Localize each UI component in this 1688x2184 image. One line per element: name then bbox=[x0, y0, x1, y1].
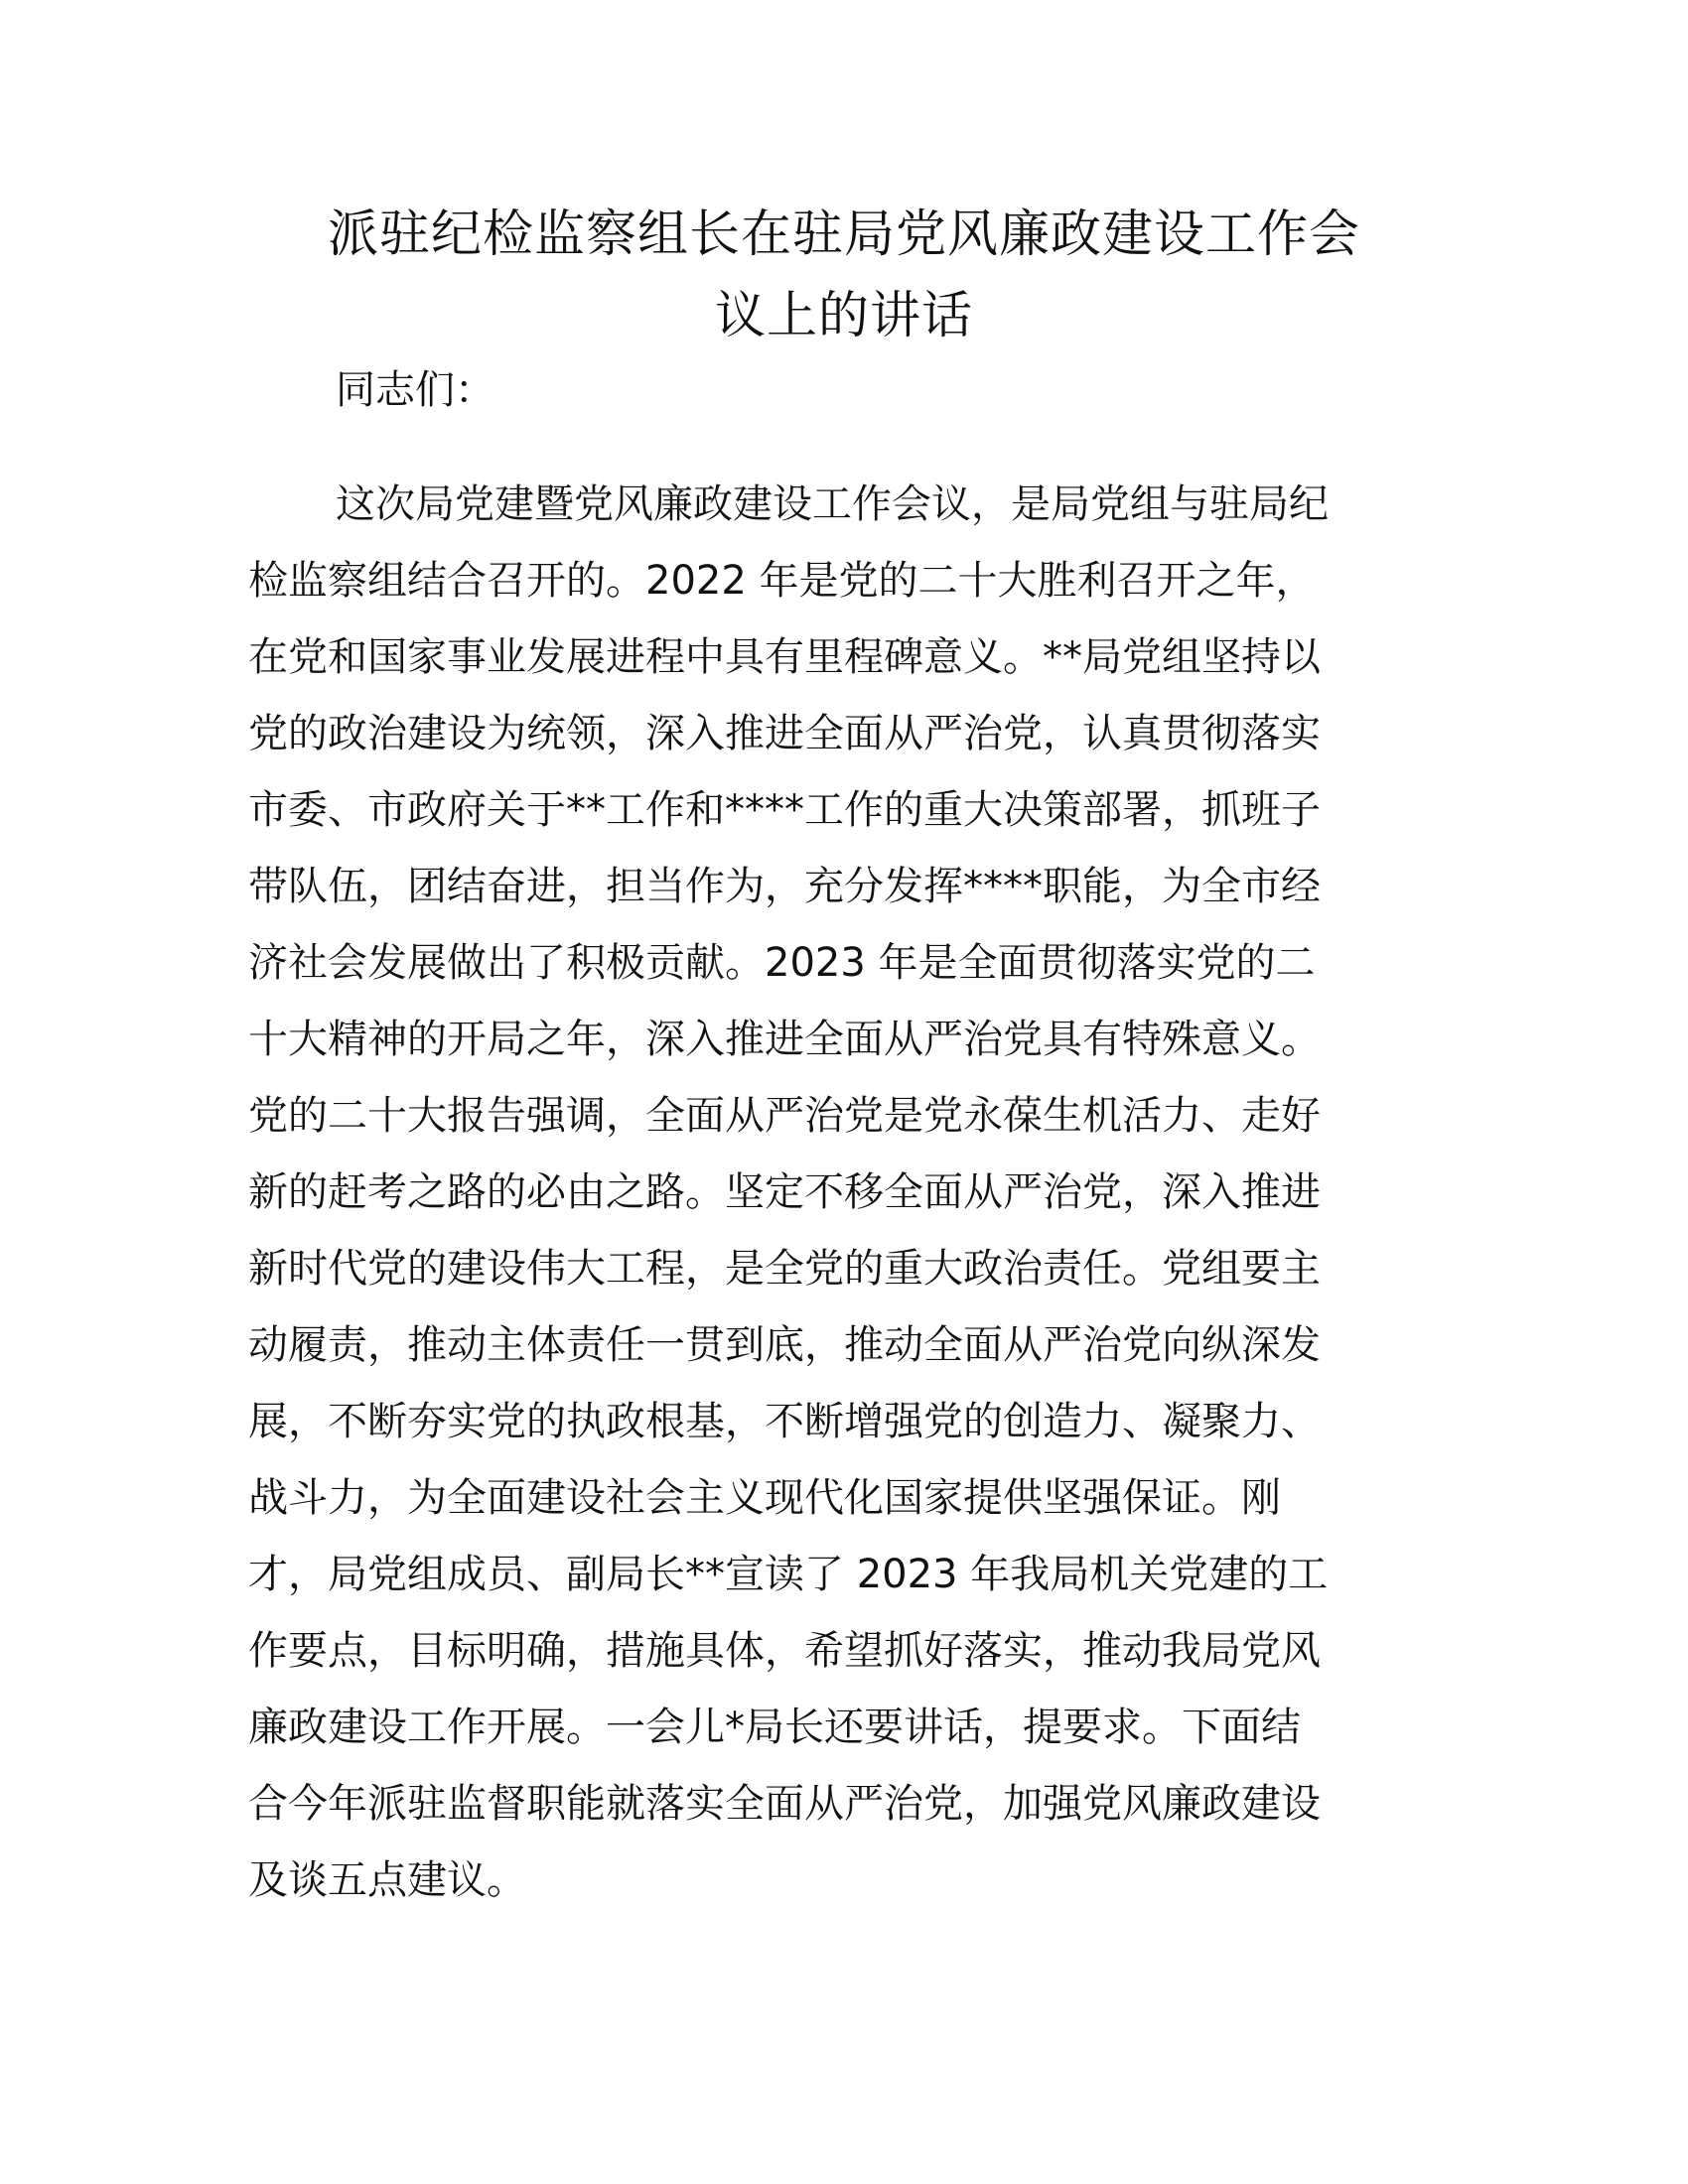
salutation: 同志们： bbox=[336, 367, 494, 413]
document-title bbox=[248, 195, 1440, 357]
paragraph-line: 市委、市政府关于**工作和****工作的重大决策部署，抓班子 bbox=[248, 787, 1321, 833]
paragraph-line: 才，局党组成员、副局长**宣读了 2023 年我局机关党建的工 bbox=[248, 1552, 1329, 1597]
paragraph-line: 检监察组结合召开的。2022 年是党的二十大胜利召开之年， bbox=[248, 558, 1316, 604]
paragraph-line: 党的政治建设为统领，深入推进全面从严治党，认真贯彻落实 bbox=[248, 711, 1321, 756]
paragraph-line: 党的二十大报告强调，全面从严治党是党永葆生机活力、走好 bbox=[248, 1093, 1321, 1139]
paragraph-line: 战斗力，为全面建设社会主义现代化国家提供坚强保证。刚 bbox=[248, 1475, 1281, 1521]
paragraph-line: 合今年派驻监督职能就落实全面从严治党，加强党风廉政建设 bbox=[248, 1781, 1321, 1827]
paragraph-line: 动履责，推动主体责任一贯到底，推动全面从严治党向纵深发 bbox=[248, 1322, 1321, 1368]
paragraph-line: 及谈五点建议。 bbox=[248, 1857, 526, 1903]
paragraph-line: 展，不断夯实党的执政根基，不断增强党的创造力、凝聚力、 bbox=[248, 1399, 1321, 1444]
paragraph-line: 在党和国家事业发展进程中具有里程碑意义。**局党组坚持以 bbox=[248, 634, 1321, 680]
paragraph-line: 带队伍，团结奋进，担当作为，充分发挥****职能，为全市经 bbox=[248, 864, 1321, 909]
body-paragraph bbox=[248, 467, 1440, 1919]
paragraph-line: 新的赶考之路的必由之路。坚定不移全面从严治党，深入推进 bbox=[248, 1169, 1321, 1215]
paragraph-line: 十大精神的开局之年，深入推进全面从严治党具有特殊意义。 bbox=[248, 1017, 1321, 1062]
document-body bbox=[248, 352, 1440, 1919]
title-line-2: 议上的讲话 bbox=[714, 287, 973, 345]
paragraph-line: 这次局党建暨党风廉政建设工作会议，是局党组与驻局纪 bbox=[336, 481, 1329, 527]
paragraph-line: 廉政建设工作开展。一会儿*局长还要讲话，提要求。下面结 bbox=[248, 1705, 1301, 1750]
paragraph-line: 作要点，目标明确，措施具体，希望抓好落实，推动我局党风 bbox=[248, 1628, 1321, 1674]
paragraph-gap bbox=[248, 429, 1440, 467]
paragraph-line: 新时代党的建设伟大工程，是全党的重大政治责任。党组要主 bbox=[248, 1246, 1321, 1292]
paragraph-line: 济社会发展做出了积极贡献。2023 年是全面贯彻落实党的二 bbox=[248, 940, 1316, 986]
title-line-1: 派驻纪检监察组长在驻局党风廉政建设工作会 bbox=[327, 205, 1360, 264]
